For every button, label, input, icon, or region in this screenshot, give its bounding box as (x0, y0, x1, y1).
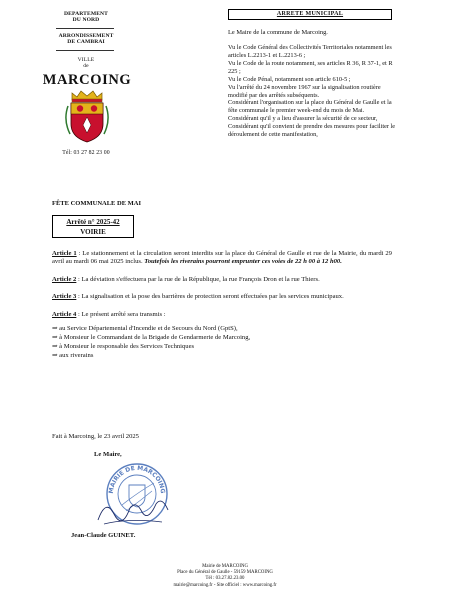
article-3-text: : La signalisation et la pose des barrières de protection seront effectuées par les services municipaux. (76, 293, 344, 301)
footer-line-2: Place du Général de Gaulle - 59159 MARCOING (177, 570, 273, 576)
article-1-label: Article 1 (52, 250, 77, 257)
coat-of-arms (62, 90, 112, 144)
arrondissement-line-2: DE CAMBRAI (67, 39, 105, 46)
divider (56, 28, 114, 29)
ville-label: VILLE (77, 57, 95, 63)
subject-title: FÊTE COMMUNALE DE MAI (52, 200, 142, 207)
made-at-line: Fait à Marcoing, le 23 avril 2025 (52, 433, 139, 440)
department-block (52, 11, 120, 24)
recipient-list (52, 325, 392, 360)
article-1-text: : Le stationnement et la circulation seront interdits sur la place du Général de Gaulle et rue de la Mairie, du mardi 29 avril au mardi 06 mai 2025 inclus. (52, 250, 392, 266)
article-2 (52, 276, 392, 284)
footer (120, 564, 330, 589)
articles-block (52, 250, 392, 361)
phone-number: Tél: 03 27 82 23 00 (62, 150, 110, 156)
article-3 (52, 293, 392, 301)
mayor-name: Jean-Claude GUINET. (71, 532, 136, 539)
article-2-text: : La déviation s'effectuera par la rue de la République, la rue François Dron et la rue Thiers. (76, 275, 320, 283)
article-4 (52, 311, 392, 319)
stamp-text: MAIRIE DE MARCOING (107, 464, 167, 494)
decree-type: ARRETE MUNICIPAL (276, 11, 344, 17)
consideration-item: Considérant l'organisation sur la place du Général de Gaulle et la fête communale le premier week-end du mois de Mai. (228, 99, 392, 115)
arrondissement-block (48, 33, 124, 46)
department-line-2: DU NORD (72, 17, 100, 24)
consideration-item: Vu le Code Pénal, notamment son article 610-5 ; (228, 75, 351, 83)
recipient-item: ⇒ à Monsieur le responsable des Services Techniques (52, 342, 195, 350)
de-label: de (83, 63, 89, 70)
crest-icon (62, 90, 112, 144)
recipient-item: ⇒ aux riverains (52, 351, 94, 359)
town-name: MARCOING (42, 72, 132, 88)
footer-line-4: mairie@marcoing.fr - Site officiel : www.marcoing.fr (173, 582, 277, 588)
recipient-item: ⇒ au Service Départemental d'Incendie et de Secours du Nord (GptS), (52, 325, 238, 333)
article-1 (52, 250, 392, 267)
consideration-item: Vu le Code Général des Collectivités Territoriales notamment les articles L.2213-1 et L.2213-6 ; (228, 44, 392, 59)
article-3-label: Article 3 (52, 293, 77, 301)
considerations-block (228, 44, 398, 139)
decree-number: Arrêté n° 2025-42 (66, 218, 120, 226)
article-4-text: : Le présent arrêté sera transmis : (76, 310, 166, 318)
intro-text: Le Maire de la commune de Marcoing. (228, 29, 328, 36)
decree-number-box (52, 215, 134, 238)
decree-category: VOIRIE (80, 228, 106, 236)
footer-line-3: Tél : 03.27.82.23.00 (205, 576, 245, 582)
handwritten-signature (92, 490, 174, 530)
divider (56, 50, 114, 51)
recipient-item: ⇒ à Monsieur le Commandant de la Brigade de Gendarmerie de Marcoing, (52, 334, 251, 342)
consideration-item: Vu le Code de la route notamment, ses articles R 36, R 37-1, et R 225 ; (228, 59, 393, 75)
article-2-label: Article 2 (52, 275, 77, 283)
town-label-block (55, 57, 117, 70)
consideration-item: Considérant qu'il convient de prendre des mesures pour faciliter le déroulement de cette manifestation, (228, 123, 396, 139)
arrondissement-line-1: ARRONDISSEMENT (58, 33, 114, 39)
article-1-emphasis: Toutefois les riverains pourront emprunter ces voies de 22 h 00 à 12 h00. (144, 258, 342, 266)
decree-type-box (228, 9, 392, 20)
mayor-title: Le Maire, (94, 451, 122, 458)
consideration-item: Considérant qu'il y a lieu d'assurer la sécurité de ce secteur, (228, 115, 378, 123)
department-line-1: DEPARTEMENT (64, 11, 108, 17)
footer-line-1: Mairie de MARCOING (202, 564, 248, 569)
consideration-item: Vu l'arrêté du 24 novembre 1967 sur la signalisation routière modifié par des arrêtés subséquents. (228, 83, 381, 99)
article-4-label: Article 4 (52, 310, 77, 318)
